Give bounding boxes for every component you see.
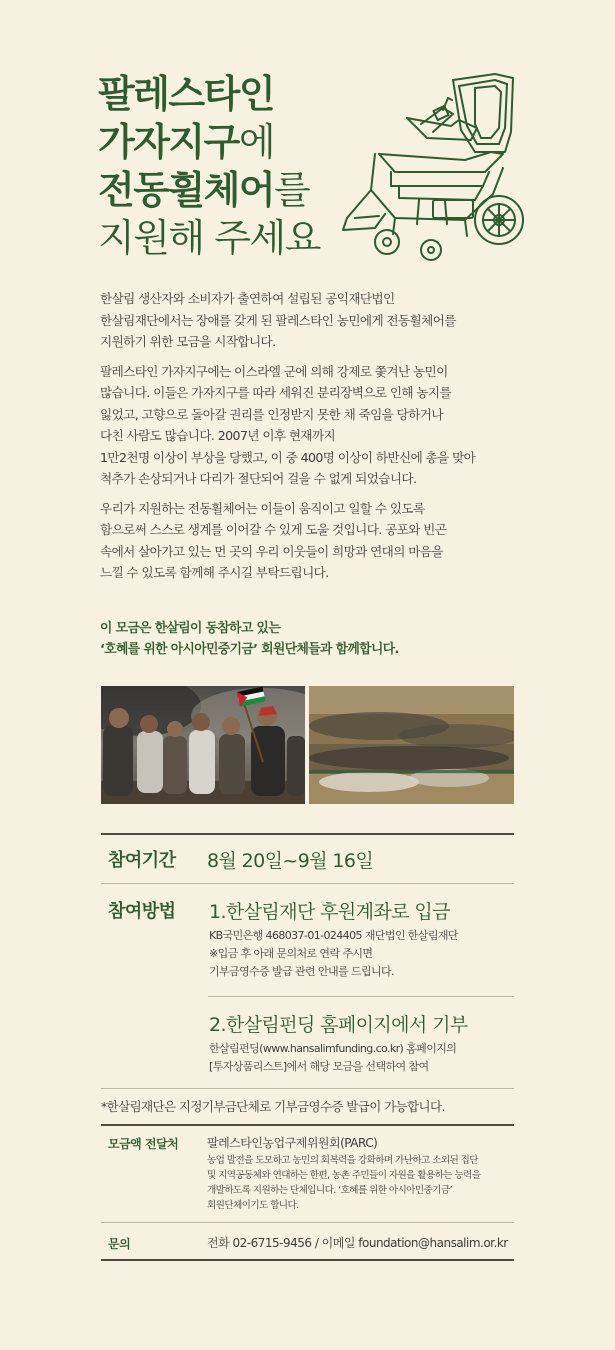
- method-label: 참여방법: [108, 901, 176, 922]
- contact-info: 전화 02-6715-9456 / 이메일 foundation@hansalim.or.kr: [207, 1236, 508, 1250]
- title-line-3: 전동휠체어를: [98, 168, 310, 212]
- recipient-desc-2: 및 지역공동체와 연대하는 한편, 농촌 주민들이 자원을 활용하는 능력을: [207, 1170, 481, 1181]
- bank-note-2: 기부금영수증 발급 관련 안내를 드립니다.: [209, 965, 394, 978]
- method-option-1-title: 1.한살림재단 후원계좌로 입금: [209, 901, 450, 923]
- divider: [101, 833, 514, 835]
- divider: [208, 996, 514, 997]
- divider: [101, 1259, 514, 1261]
- wheelchair-icon: [335, 68, 525, 268]
- divider: [101, 883, 514, 884]
- bank-note-1: ※입금 후 아래 문의처로 연락 주시면: [209, 947, 373, 960]
- tax-receipt-note: *한살림재단은 지정기부금단체로 기부금영수증 발급이 가능합니다.: [101, 1099, 445, 1114]
- body-text: [100, 288, 520, 592]
- recipient-desc-1: 농업 발전을 도모하고 농민의 회복력을 강화하며 가난하고 소외된 집단: [207, 1155, 478, 1166]
- page-title: [98, 70, 368, 262]
- body-paragraph-2: 팔레스타인 가자지구에는 이스라엘 군에 의해 강제로 쫓겨난 농민이 많습니다. 이들은 가자지구를 따라 세워진 분리장벽으로 인해 농지를 잃었고, 고향으로 돌아갈 권리를 인정받지 못한 채 죽임을 당하거나 다친 사람도 많습니다. 2007년 이후 현재까지 1만2천명 이상이 부상을 당했고, 이 중 400명 이상이 하반신에 총을 맞아 척추가 손상되거나 다리가 절단되어 걸을 수 없게 되었습니다.: [100, 363, 476, 486]
- notice-line-1: 이 모금은 한살림이 동참하고 있는: [100, 621, 281, 636]
- recipient-desc-4: 회원단체이기도 합니다.: [207, 1200, 299, 1211]
- title-line-4: 지원해 주세요: [98, 216, 320, 260]
- photo-crowd: [309, 686, 514, 804]
- partnership-notice: [100, 618, 520, 660]
- method-option-2-title: 2.한살림펀딩 홈페이지에서 기부: [209, 1014, 468, 1036]
- body-paragraph-3: 우리가 지원하는 전동휠체어는 이들이 움직이고 일할 수 있도록 함으로써 스스로 생계를 이어갈 수 있게 도울 것입니다. 공포와 빈곤 속에서 살아가고 있는 먼 곳의 우리 이웃들이 희망과 연대의 마음을 느낄 수 있도록 함께해 주시길 부탁드립니다.: [100, 500, 447, 580]
- notice-line-2: ‘호혜를 위한 아시아민중기금’ 회원단체들과 함께합니다.: [100, 642, 399, 657]
- contact-label: 문의: [108, 1237, 131, 1251]
- bank-account: KB국민은행 468037-01-024405 재단법인 한살림재단: [209, 929, 458, 942]
- period-label: 참여기간: [108, 850, 176, 871]
- title-line-1: 팔레스타인: [98, 72, 275, 116]
- recipient-desc-3: 개발하도록 지원하는 단체입니다. ‘호혜를 위한 아시아민중기금’: [207, 1185, 452, 1196]
- recipient-label: 모금액 전달처: [108, 1137, 179, 1151]
- divider: [101, 1088, 514, 1089]
- body-paragraph-1: 한살림 생산자와 소비자가 출연하여 설립된 공익재단법인 한살림재단에서는 장애를 갖게 된 팔레스타인 농민에게 전동휠체어를 지원하기 위한 모금을 시작합니다.: [100, 291, 456, 349]
- title-line-2: 가자지구에: [98, 120, 275, 164]
- divider: [101, 1124, 514, 1126]
- funding-note-1: 한살림펀딩(www.hansalimfunding.co.kr) 홈페이지의: [209, 1042, 457, 1055]
- period-value: 8월 20일~9월 16일: [207, 850, 374, 872]
- divider: [101, 1222, 514, 1223]
- recipient-name: 팔레스타인농업구제위원회(PARC): [207, 1136, 378, 1150]
- photo-protesters: [101, 686, 305, 804]
- funding-note-2: [투자상품리스트]에서 해당 모금을 선택하여 참여: [209, 1060, 429, 1073]
